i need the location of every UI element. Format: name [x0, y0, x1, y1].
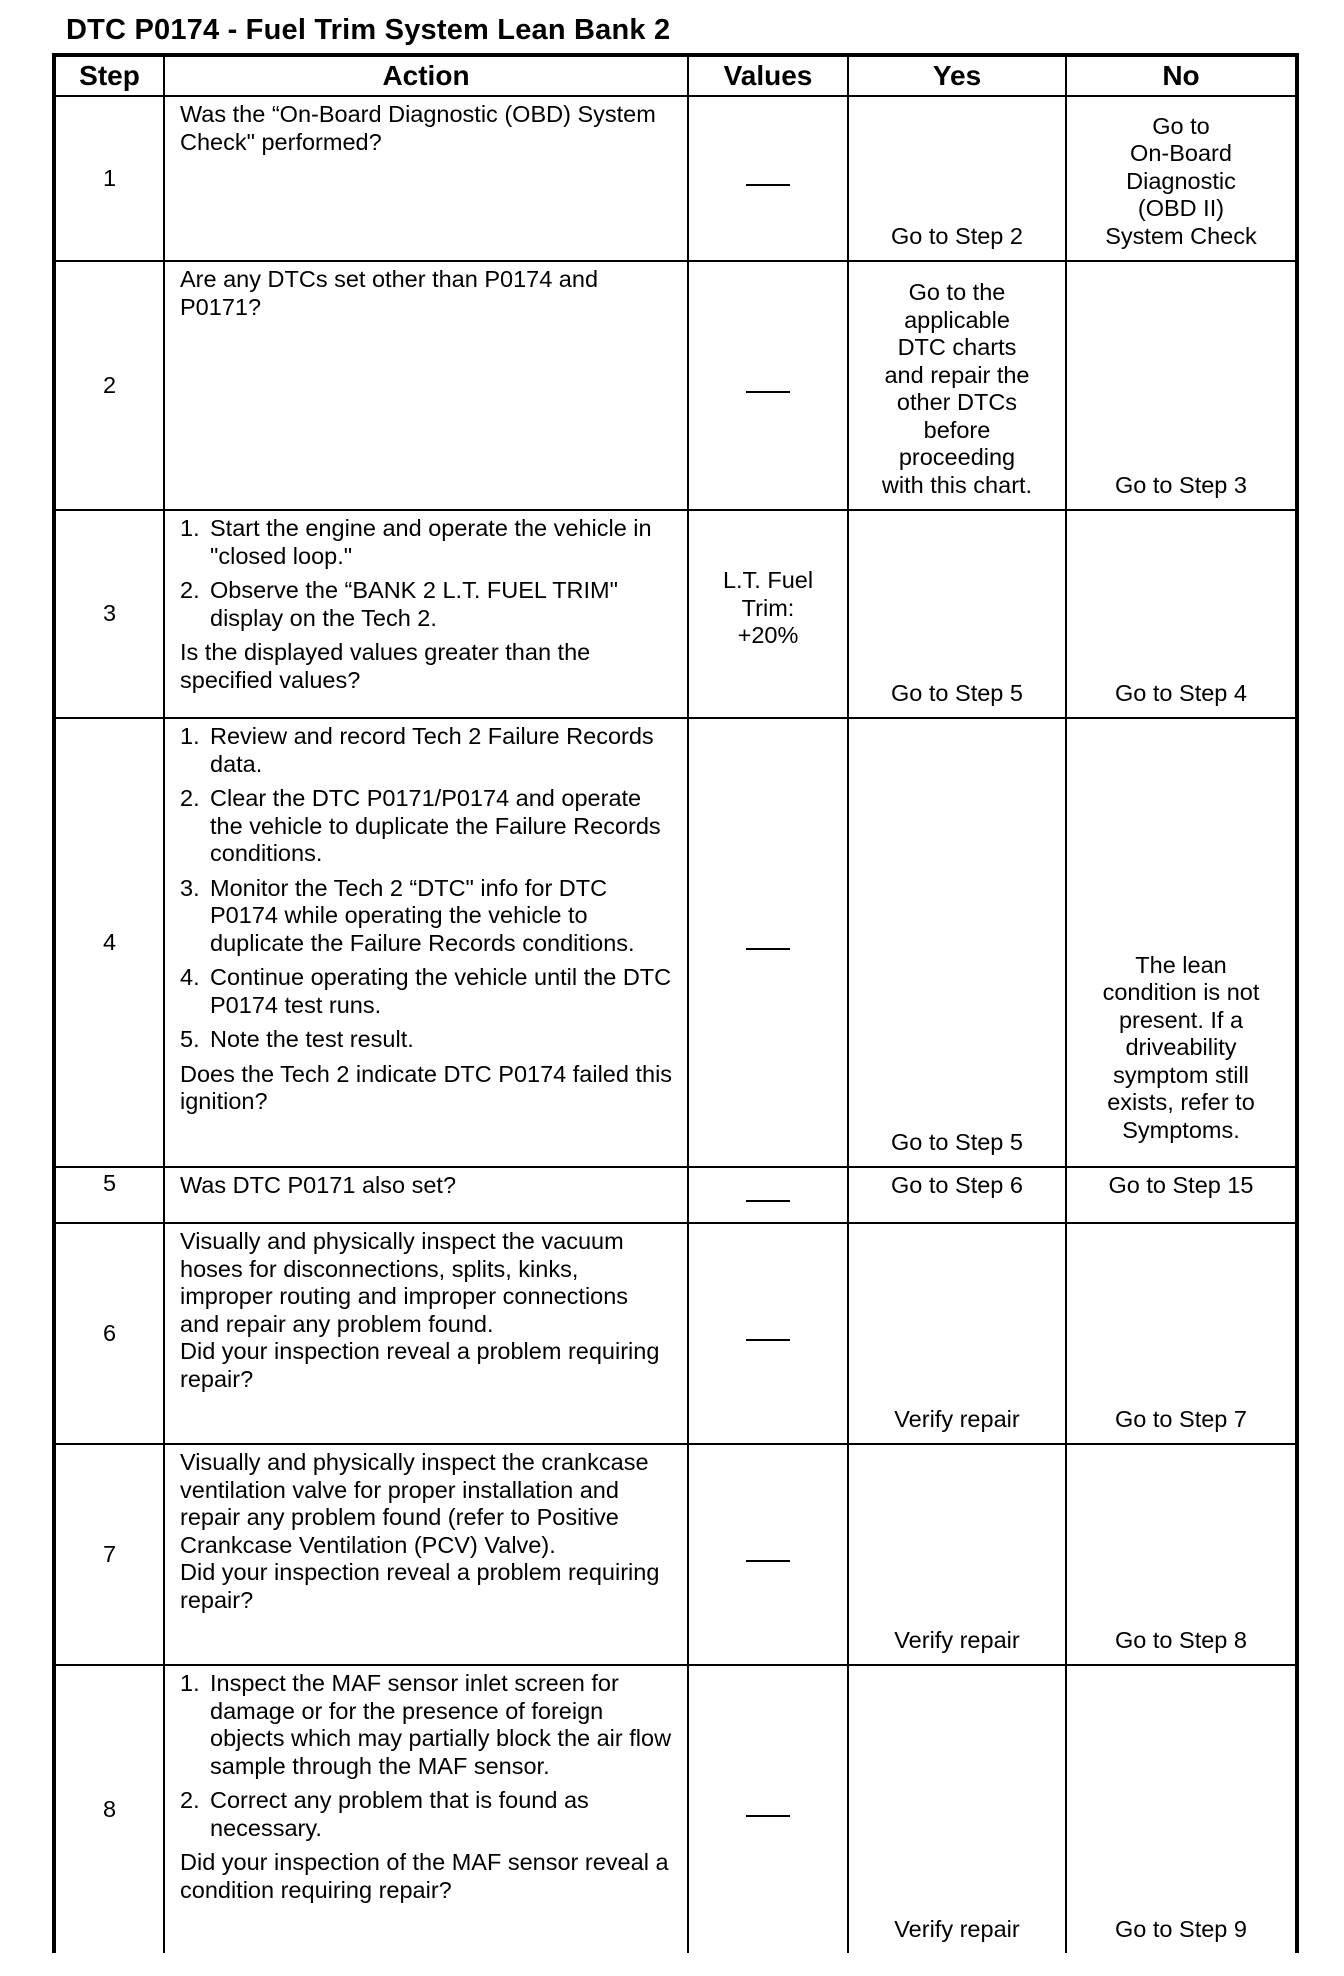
no-cell: Go to Step 9	[1066, 1665, 1297, 1953]
action-question: Did your inspection of the MAF sensor reveal a condition requiring repair?	[180, 1849, 669, 1903]
no-cell: Go to Step 3	[1066, 261, 1297, 510]
no-cell: Go to Step 7	[1066, 1223, 1297, 1444]
yes-cell: Go to Step 5	[848, 510, 1066, 718]
no-cell: The lean condition is not present. If a driveability symptom still exists, refer to Symptoms.	[1066, 718, 1297, 1167]
action-cell	[164, 510, 688, 718]
empty-value-dash	[746, 184, 790, 186]
header-action: Action	[164, 55, 688, 96]
action-question: Is the displayed values greater than the specified values?	[180, 639, 591, 693]
action-cell	[164, 1665, 688, 1953]
action-cell	[164, 718, 688, 1167]
header-values: Values	[688, 55, 848, 96]
action-steps	[180, 1670, 673, 1842]
action-cell	[164, 1444, 688, 1665]
table-row	[54, 1223, 1297, 1444]
action-question: Are any DTCs set other than P0174 and P0171?	[180, 266, 599, 320]
yes-cell: Verify repair	[848, 1223, 1066, 1444]
action-steps	[180, 723, 673, 1054]
table-row	[54, 96, 1297, 261]
action-step-item: 1. Start the engine and operate the vehicle in "closed loop."	[180, 515, 652, 569]
empty-value-dash	[746, 1815, 790, 1817]
empty-value-dash	[746, 1200, 790, 1202]
header-row	[54, 55, 1297, 96]
value-cell	[688, 261, 848, 510]
table-row	[54, 1665, 1297, 1953]
yes-cell: Go to the applicable DTC charts and repair the other DTCs before proceeding with this chart.	[848, 261, 1066, 510]
no-cell: Go to Step 4	[1066, 510, 1297, 718]
no-cell: Go to Step 15	[1066, 1167, 1297, 1223]
no-cell: Go to On-Board Diagnostic (OBD II) System Check	[1066, 96, 1297, 261]
page-title: DTC P0174 - Fuel Trim System Lean Bank 2	[66, 14, 671, 46]
step-number: 4	[54, 718, 164, 1167]
empty-value-dash	[746, 391, 790, 393]
value-cell	[688, 96, 848, 261]
step-number: 7	[54, 1444, 164, 1665]
value-cell	[688, 1665, 848, 1953]
action-step-item: 4. Continue operating the vehicle until the DTC P0174 test runs.	[180, 964, 672, 1018]
action-steps	[180, 515, 673, 632]
table-row	[54, 510, 1297, 718]
action-question: Was DTC P0171 also set?	[180, 1172, 457, 1198]
action-cell	[164, 1167, 688, 1223]
header-no: No	[1066, 55, 1297, 96]
action-step-item: 2. Clear the DTC P0171/P0174 and operate the vehicle to duplicate the Failure Records conditions.	[180, 785, 661, 866]
diagnostic-table	[52, 53, 1299, 1953]
yes-cell: Go to Step 6	[848, 1167, 1066, 1223]
no-cell: Go to Step 8	[1066, 1444, 1297, 1665]
step-number: 3	[54, 510, 164, 718]
yes-cell: Go to Step 2	[848, 96, 1066, 261]
step-number: 5	[54, 1167, 164, 1223]
value-cell	[688, 1223, 848, 1444]
action-step-item: 2. Correct any problem that is found as necessary.	[180, 1787, 589, 1841]
action-step-item: 1. Inspect the MAF sensor inlet screen for damage or for the presence of foreign objects which may partially block the air flow sample through the MAF sensor.	[180, 1670, 672, 1779]
step-number: 8	[54, 1665, 164, 1953]
action-step-item: 1. Review and record Tech 2 Failure Records data.	[180, 723, 654, 777]
action-question: Visually and physically inspect the vacuum hoses for disconnections, splits, kinks, improper routing and improper connections and repair any problem found. Did your inspection reveal a problem requiring repair?	[180, 1228, 660, 1392]
action-cell	[164, 1223, 688, 1444]
table-row	[54, 261, 1297, 510]
table-row	[54, 718, 1297, 1167]
empty-value-dash	[746, 1339, 790, 1341]
yes-cell: Verify repair	[848, 1665, 1066, 1953]
value-cell	[688, 1167, 848, 1223]
action-question: Visually and physically inspect the crankcase ventilation valve for proper installation and repair any problem found (refer to Positive Crankcase Ventilation (PCV) Valve). Did your inspection reveal a problem requiring repair?	[180, 1449, 660, 1613]
value-cell	[688, 718, 848, 1167]
action-step-item: 3. Monitor the Tech 2 “DTC" info for DTC P0174 while operating the vehicle to duplicate the Failure Records conditions.	[180, 874, 635, 956]
step-number: 6	[54, 1223, 164, 1444]
action-question: Does the Tech 2 indicate DTC P0174 failed this ignition?	[180, 1060, 673, 1114]
table-row	[54, 1444, 1297, 1665]
action-step-item: 5. Note the test result.	[180, 1026, 414, 1052]
value-cell	[688, 1444, 848, 1665]
action-cell	[164, 96, 688, 261]
value-cell: L.T. Fuel Trim: +20%	[688, 510, 848, 718]
header-yes: Yes	[848, 55, 1066, 96]
empty-value-dash	[746, 948, 790, 950]
action-step-item: 2. Observe the “BANK 2 L.T. FUEL TRIM" display on the Tech 2.	[180, 577, 618, 631]
empty-value-dash	[746, 1560, 790, 1562]
header-step: Step	[54, 55, 164, 96]
table-row	[54, 1167, 1297, 1223]
yes-cell: Verify repair	[848, 1444, 1066, 1665]
step-number: 2	[54, 261, 164, 510]
step-number: 1	[54, 96, 164, 261]
action-question: Was the “On-Board Diagnostic (OBD) System Check" performed?	[180, 101, 656, 155]
action-cell	[164, 261, 688, 510]
yes-cell: Go to Step 5	[848, 718, 1066, 1167]
